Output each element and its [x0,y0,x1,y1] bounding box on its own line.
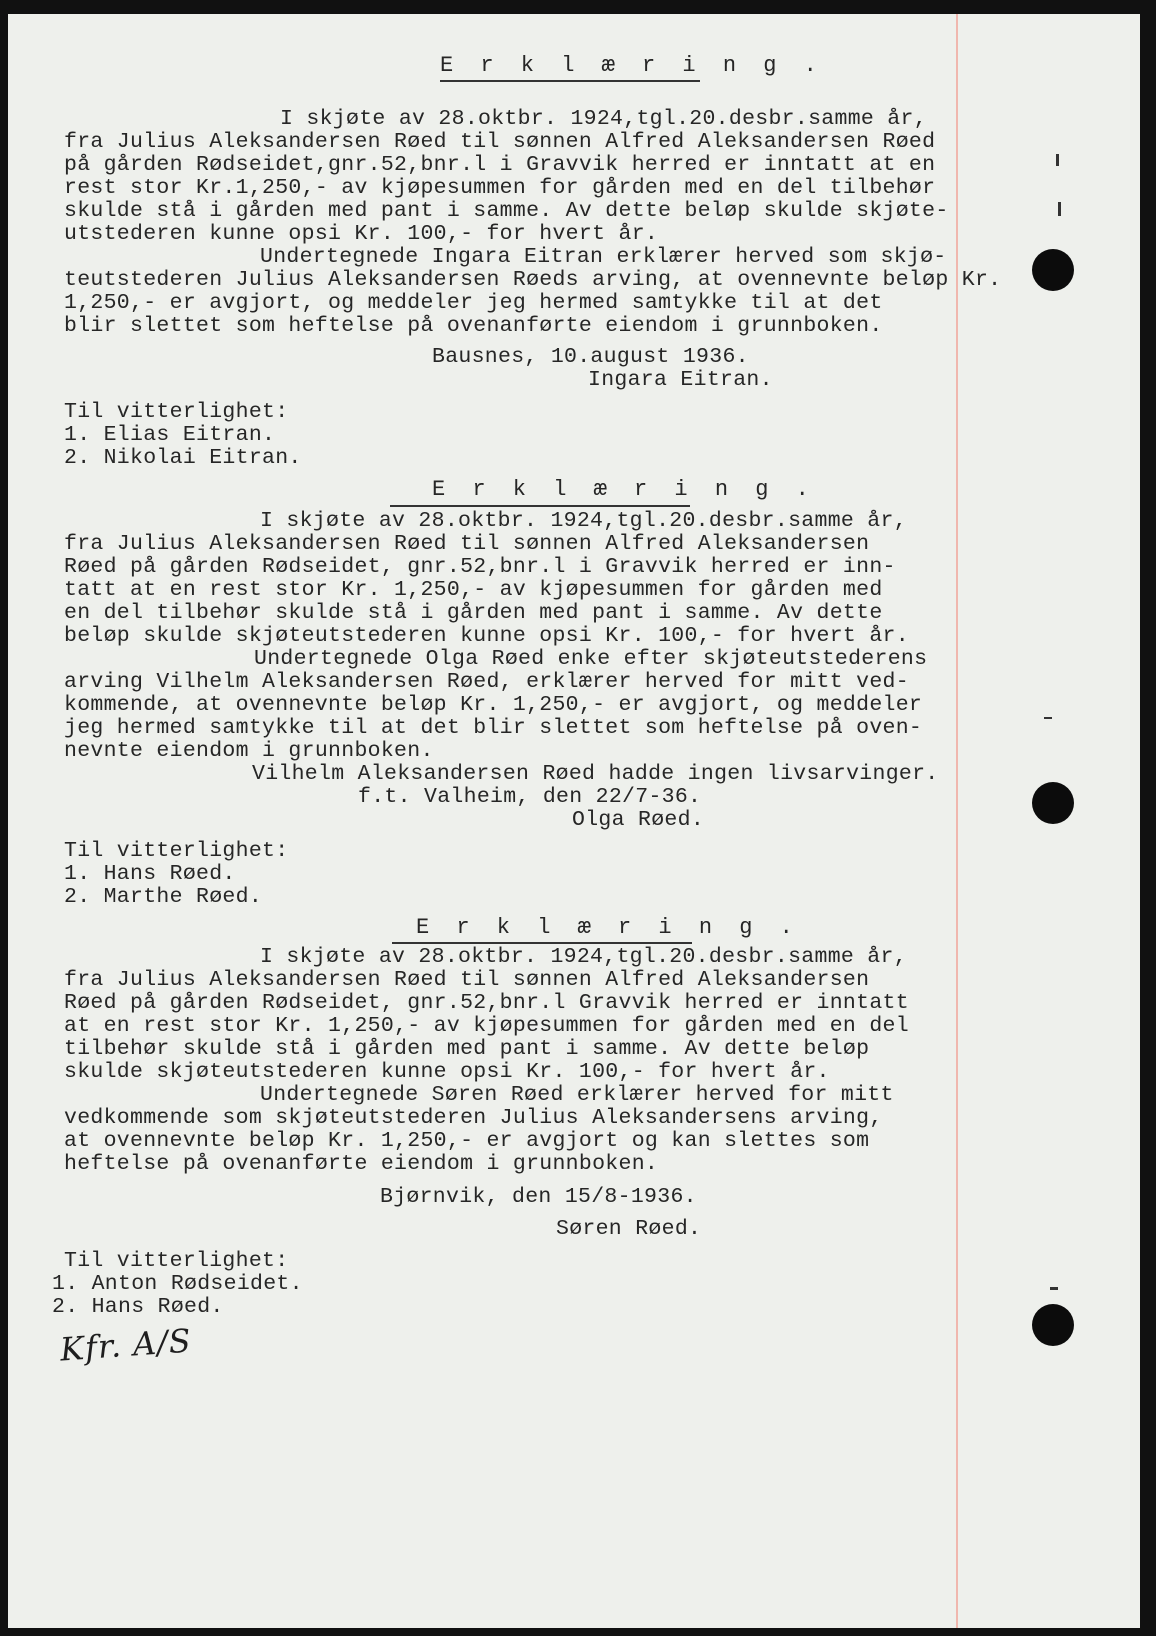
witness-heading: Til vitterlighet: [64,1249,289,1273]
punch-hole [1032,1304,1074,1346]
text-line: arving Vilhelm Aleksandersen Røed, erklærer herved for mitt ved- [64,670,909,694]
text-line: rest stor Kr.1,250,- av kjøpesummen for gården med en del tilbehør [64,176,936,200]
text-line: vedkommende som skjøteutstederen Julius Aleksandersens arving, [64,1106,883,1130]
text-line: fra Julius Aleksandersen Røed til sønnen Alfred Aleksandersen [64,968,870,992]
stray-mark [1058,202,1061,216]
heading-underline [440,80,700,82]
text-line: 1,250,- er avgjort, og meddeler jeg hermed samtykke til at det [64,291,883,315]
witness-item: 2. Hans Røed. [52,1295,224,1319]
text-line: at en rest stor Kr. 1,250,- av kjøpesummen for gården med en del [64,1014,909,1038]
section-heading: E r k l æ r i n g . [432,477,816,502]
text-line: en del tilbehør skulde stå i gården med pant i samme. Av dette [64,601,883,625]
heading-underline [390,505,690,507]
signer-name: Olga Røed. [572,808,705,832]
witness-item: 1. Hans Røed. [64,862,236,886]
text-line: teutstederen Julius Aleksandersen Røeds arving, at ovennevnte beløp Kr. [64,268,1002,292]
text-line: Røed på gården Rødseidet, gnr.52,bnr.l i Gravvik herred er inn- [64,555,896,579]
text-line: Røed på gården Rødseidet, gnr.52,bnr.l Gravvik herred er inntatt [64,991,909,1015]
text-line: Vilhelm Aleksandersen Røed hadde ingen livsarvinger. [252,762,939,786]
text-line: at ovennevnte beløp Kr. 1,250,- er avgjort og kan slettes som [64,1129,870,1153]
stray-mark [1056,154,1059,166]
text-line: I skjøte av 28.oktbr. 1924,tgl.20.desbr.samme år, [280,107,927,131]
text-line: nevnte eiendom i grunnboken. [64,739,434,763]
witness-item: 2. Marthe Røed. [64,885,263,909]
text-line: utstederen kunne opsi Kr. 100,- for hvert år. [64,222,659,246]
text-line: tilbehør skulde stå i gården med pant i samme. Av dette beløp [64,1037,870,1061]
text-line: Undertegnede Søren Røed erklærer herved for mitt [260,1083,894,1107]
text-line: Undertegnede Olga Røed enke efter skjøteutstederens [254,647,928,671]
handwritten-annotation [58,1321,193,1369]
text-line: skulde skjøteutstederen kunne opsi Kr. 100,- for hvert år. [64,1060,830,1084]
annotation-text: Kfr. A/S [58,1321,193,1369]
heading-underline [392,942,692,944]
text-line: kommende, at ovennevnte beløp Kr. 1,250,- er avgjort, og meddeler [64,693,923,717]
text-line: fra Julius Aleksandersen Røed til sønnen Alfred Aleksandersen Røed [64,130,936,154]
place-date: f.t. Valheim, den 22/7-36. [358,785,702,809]
text-line: I skjøte av 28.oktbr. 1924,tgl.20.desbr.samme år, [260,945,907,969]
section-heading: E r k l æ r i n g . [416,915,800,940]
document-page [8,14,1140,1628]
text-line: blir slettet som heftelse på ovenanførte eiendom i grunnboken. [64,314,883,338]
punch-hole [1032,782,1074,824]
text-line: på gården Rødseidet,gnr.52,bnr.l i Gravvik herred er inntatt at en [64,153,936,177]
place-date: Bjørnvik, den 15/8-1936. [380,1185,697,1209]
text-line: heftelse på ovenanførte eiendom i grunnboken. [64,1152,659,1176]
witness-item: 2. Nikolai Eitran. [64,446,302,470]
text-line: tatt at en rest stor Kr. 1,250,- av kjøpesummen for gården med [64,578,883,602]
witness-item: 1. Elias Eitran. [64,423,276,447]
text-line: skulde stå i gården med pant i samme. Av dette beløp skulde skjøte- [64,199,949,223]
witness-heading: Til vitterlighet: [64,839,289,863]
witness-heading: Til vitterlighet: [64,400,289,424]
section-heading: E r k l æ r i n g . [440,53,824,78]
margin-line [956,14,958,1628]
text-line: I skjøte av 28.oktbr. 1924,tgl.20.desbr.samme år, [260,509,907,533]
place-date: Bausnes, 10.august 1936. [432,345,749,369]
punch-hole [1032,249,1074,291]
text-line: jeg hermed samtykke til at det blir slettet som heftelse på oven- [64,716,923,740]
stray-mark [1044,717,1052,719]
text-line: Undertegnede Ingara Eitran erklærer herved som skjø- [260,245,947,269]
signer-name: Søren Røed. [556,1217,702,1241]
signer-name: Ingara Eitran. [588,368,773,392]
stray-mark [1050,1287,1058,1290]
witness-item: 1. Anton Rødseidet. [52,1272,303,1296]
text-line: fra Julius Aleksandersen Røed til sønnen Alfred Aleksandersen [64,532,870,556]
text-line: beløp skulde skjøteutstederen kunne opsi Kr. 100,- for hvert år. [64,624,909,648]
